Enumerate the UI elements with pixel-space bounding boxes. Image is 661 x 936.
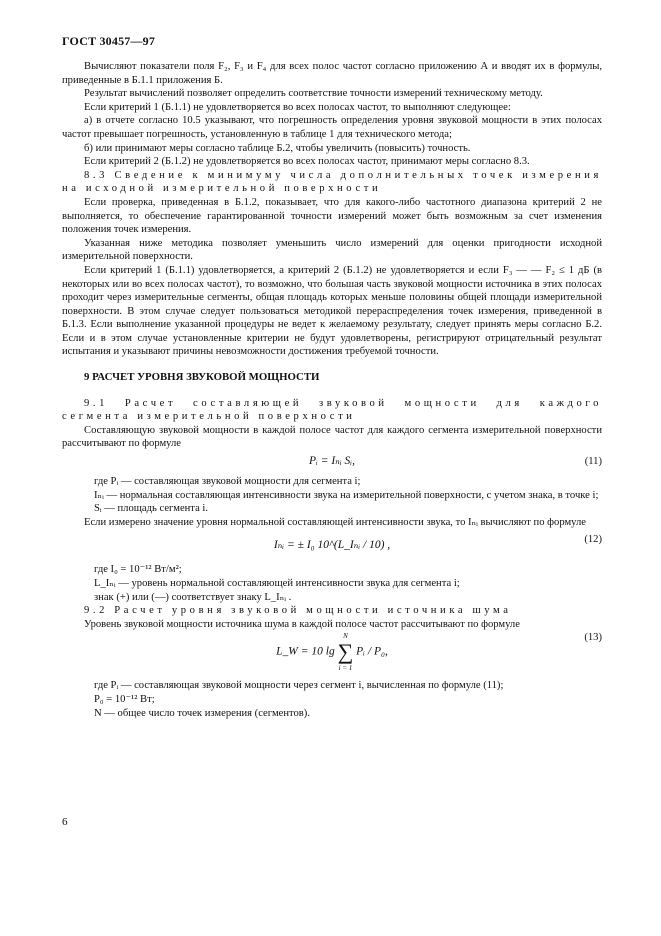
formula-13-right: Pᵢ / P₀, bbox=[356, 646, 388, 659]
definition: L_Iₙᵢ — уровень нормальной составляющей интенсивности звука для сегмента i; bbox=[94, 578, 460, 589]
paragraph: Составляющую звуковой мощности в каждой полосе частот для каждого сегмента измерительной поверхности рассчитывают по формуле bbox=[62, 424, 602, 450]
page-body bbox=[62, 60, 602, 720]
definition: P₀ = 10⁻¹² Вт; bbox=[94, 693, 155, 705]
paragraph: Если критерий 1 (Б.1.1) не удовлетворяется во всех полосах частот, то выполняют следующее: bbox=[84, 101, 511, 113]
sum-lower-limit: i = 1 bbox=[338, 664, 353, 673]
definition: где I₀ = 10⁻¹² Вт/м²; bbox=[94, 564, 182, 576]
formula-12-expression: Iₙᵢ = ± I₀ 10^(L_Iₙᵢ / 10) , bbox=[273, 539, 391, 552]
subsection-heading-9-1: 9.1 Расчет составляющей звуковой мощности для каждого сегмента измерительной поверхности bbox=[62, 397, 602, 423]
paragraph: Если проверка, приведенная в Б.1.2, показывает, что для какого-либо частотного диапазона критерий 2 не выполняется, то обеспечение гарантированной точности измерений может быть возможным за счет изменения положения точек измерения. bbox=[62, 196, 602, 236]
paragraph: Если измерено значение уровня нормальной составляющей интенсивности звука, то Iₙᵢ вычисляют по формуле bbox=[84, 516, 586, 528]
subsection-heading-8-3: 8.3 Сведение к минимуму числа дополнительных точек измерения на исходной измерительной поверхности bbox=[62, 169, 602, 195]
definition: Sᵢ — площадь сегмента i. bbox=[94, 503, 209, 515]
paragraph: Указанная ниже методика позволяет уменьшить число измерений для оценки пригодности исходной измерительной поверхности. bbox=[62, 237, 602, 263]
paragraph: Если критерий 1 (Б.1.1) удовлетворяется, а критерий 2 (Б.1.2) не удовлетворяется и если F₃ — — F₂ ≤ 1 дБ (в некоторых или во всех полосах частот), то возможно, что большая часть звуковой мощности источника в этих полосах проходит через измерительные сегменты, общая площадь которых меньше половины общей площади измерительной поверхности. В этом случае следует пользоваться методикой перераспределения точек измерения, приведенной в Б.1.3. Если выполнение указанной процедуры не ведет к желаемому результату, следует принять меры согласно Б.2. Если и в этом случае установленные критерии не будут удовлетворены, регистрируют отрицательный результат испытания и указывают причины невозможности достижения требуемой точности. bbox=[62, 264, 602, 358]
section-heading-9: 9 РАСЧЕТ УРОВНЯ ЗВУКОВОЙ МОЩНОСТИ bbox=[84, 371, 320, 384]
formula-12-number: (12) bbox=[584, 534, 602, 546]
paragraph: Уровень звуковой мощности источника шума в каждой полосе частот рассчитывают по формуле bbox=[84, 618, 520, 630]
sum-upper-limit: N bbox=[343, 632, 348, 641]
formula-11-number: (11) bbox=[584, 456, 602, 468]
paragraph: Если критерий 2 (Б.1.2) не удовлетворяется во всех полосах частот, принимают меры согласно 8.3. bbox=[84, 156, 530, 168]
paragraph: Результат вычислений позволяет определить соответствие точности измерений техническому методу. bbox=[84, 88, 543, 100]
definition: знак (+) или (—) соответствует знаку L_Iₙᵢ . bbox=[94, 591, 292, 603]
subsection-heading-9-2: 9.2 Расчет уровня звуковой мощности источника шума bbox=[84, 605, 512, 617]
list-item: а) в отчете согласно 10.5 указывают, что погрешность определения уровня звуковой мощности в этих полосах частот превышает погрешность, установленную в таблице 1 для технического метода; bbox=[62, 115, 602, 140]
formula-11 bbox=[62, 451, 602, 475]
formula-12 bbox=[62, 529, 602, 563]
document-header: ГОСТ 30457—97 bbox=[62, 34, 156, 48]
definition: N — общее число точек измерения (сегментов). bbox=[94, 707, 310, 719]
formula-13-expression bbox=[62, 631, 602, 673]
definition: где Pᵢ — составляющая звуковой мощности для сегмента i; bbox=[94, 476, 361, 488]
formula-13-number: (13) bbox=[584, 632, 602, 644]
sigma-icon: ∑ bbox=[337, 639, 354, 665]
list-item: б) или принимают меры согласно таблице Б.2, чтобы увеличить (повысить) точность. bbox=[84, 142, 471, 154]
formula-13 bbox=[62, 631, 602, 679]
formula-13-left: L_W = 10 lg bbox=[276, 646, 335, 659]
sum-symbol bbox=[338, 631, 354, 673]
page-number: 6 bbox=[62, 816, 68, 828]
definition: где Pᵢ — составляющая звуковой мощности через сегмент i, вычисленная по формуле (11); bbox=[94, 680, 504, 692]
formula-11-expression: Pᵢ = Iₙᵢ Sᵢ, bbox=[309, 455, 355, 468]
paragraph: Вычисляют показатели поля F₂, F₃ и F₄ для всех полос частот согласно приложению А и вводят их в формулы, приведенные в Б.1.1 приложения Б. bbox=[62, 61, 602, 86]
definition: Iₙᵢ — нормальная составляющая интенсивности звука на измерительной поверхности, с учетом знака, в точке i; bbox=[94, 489, 599, 501]
